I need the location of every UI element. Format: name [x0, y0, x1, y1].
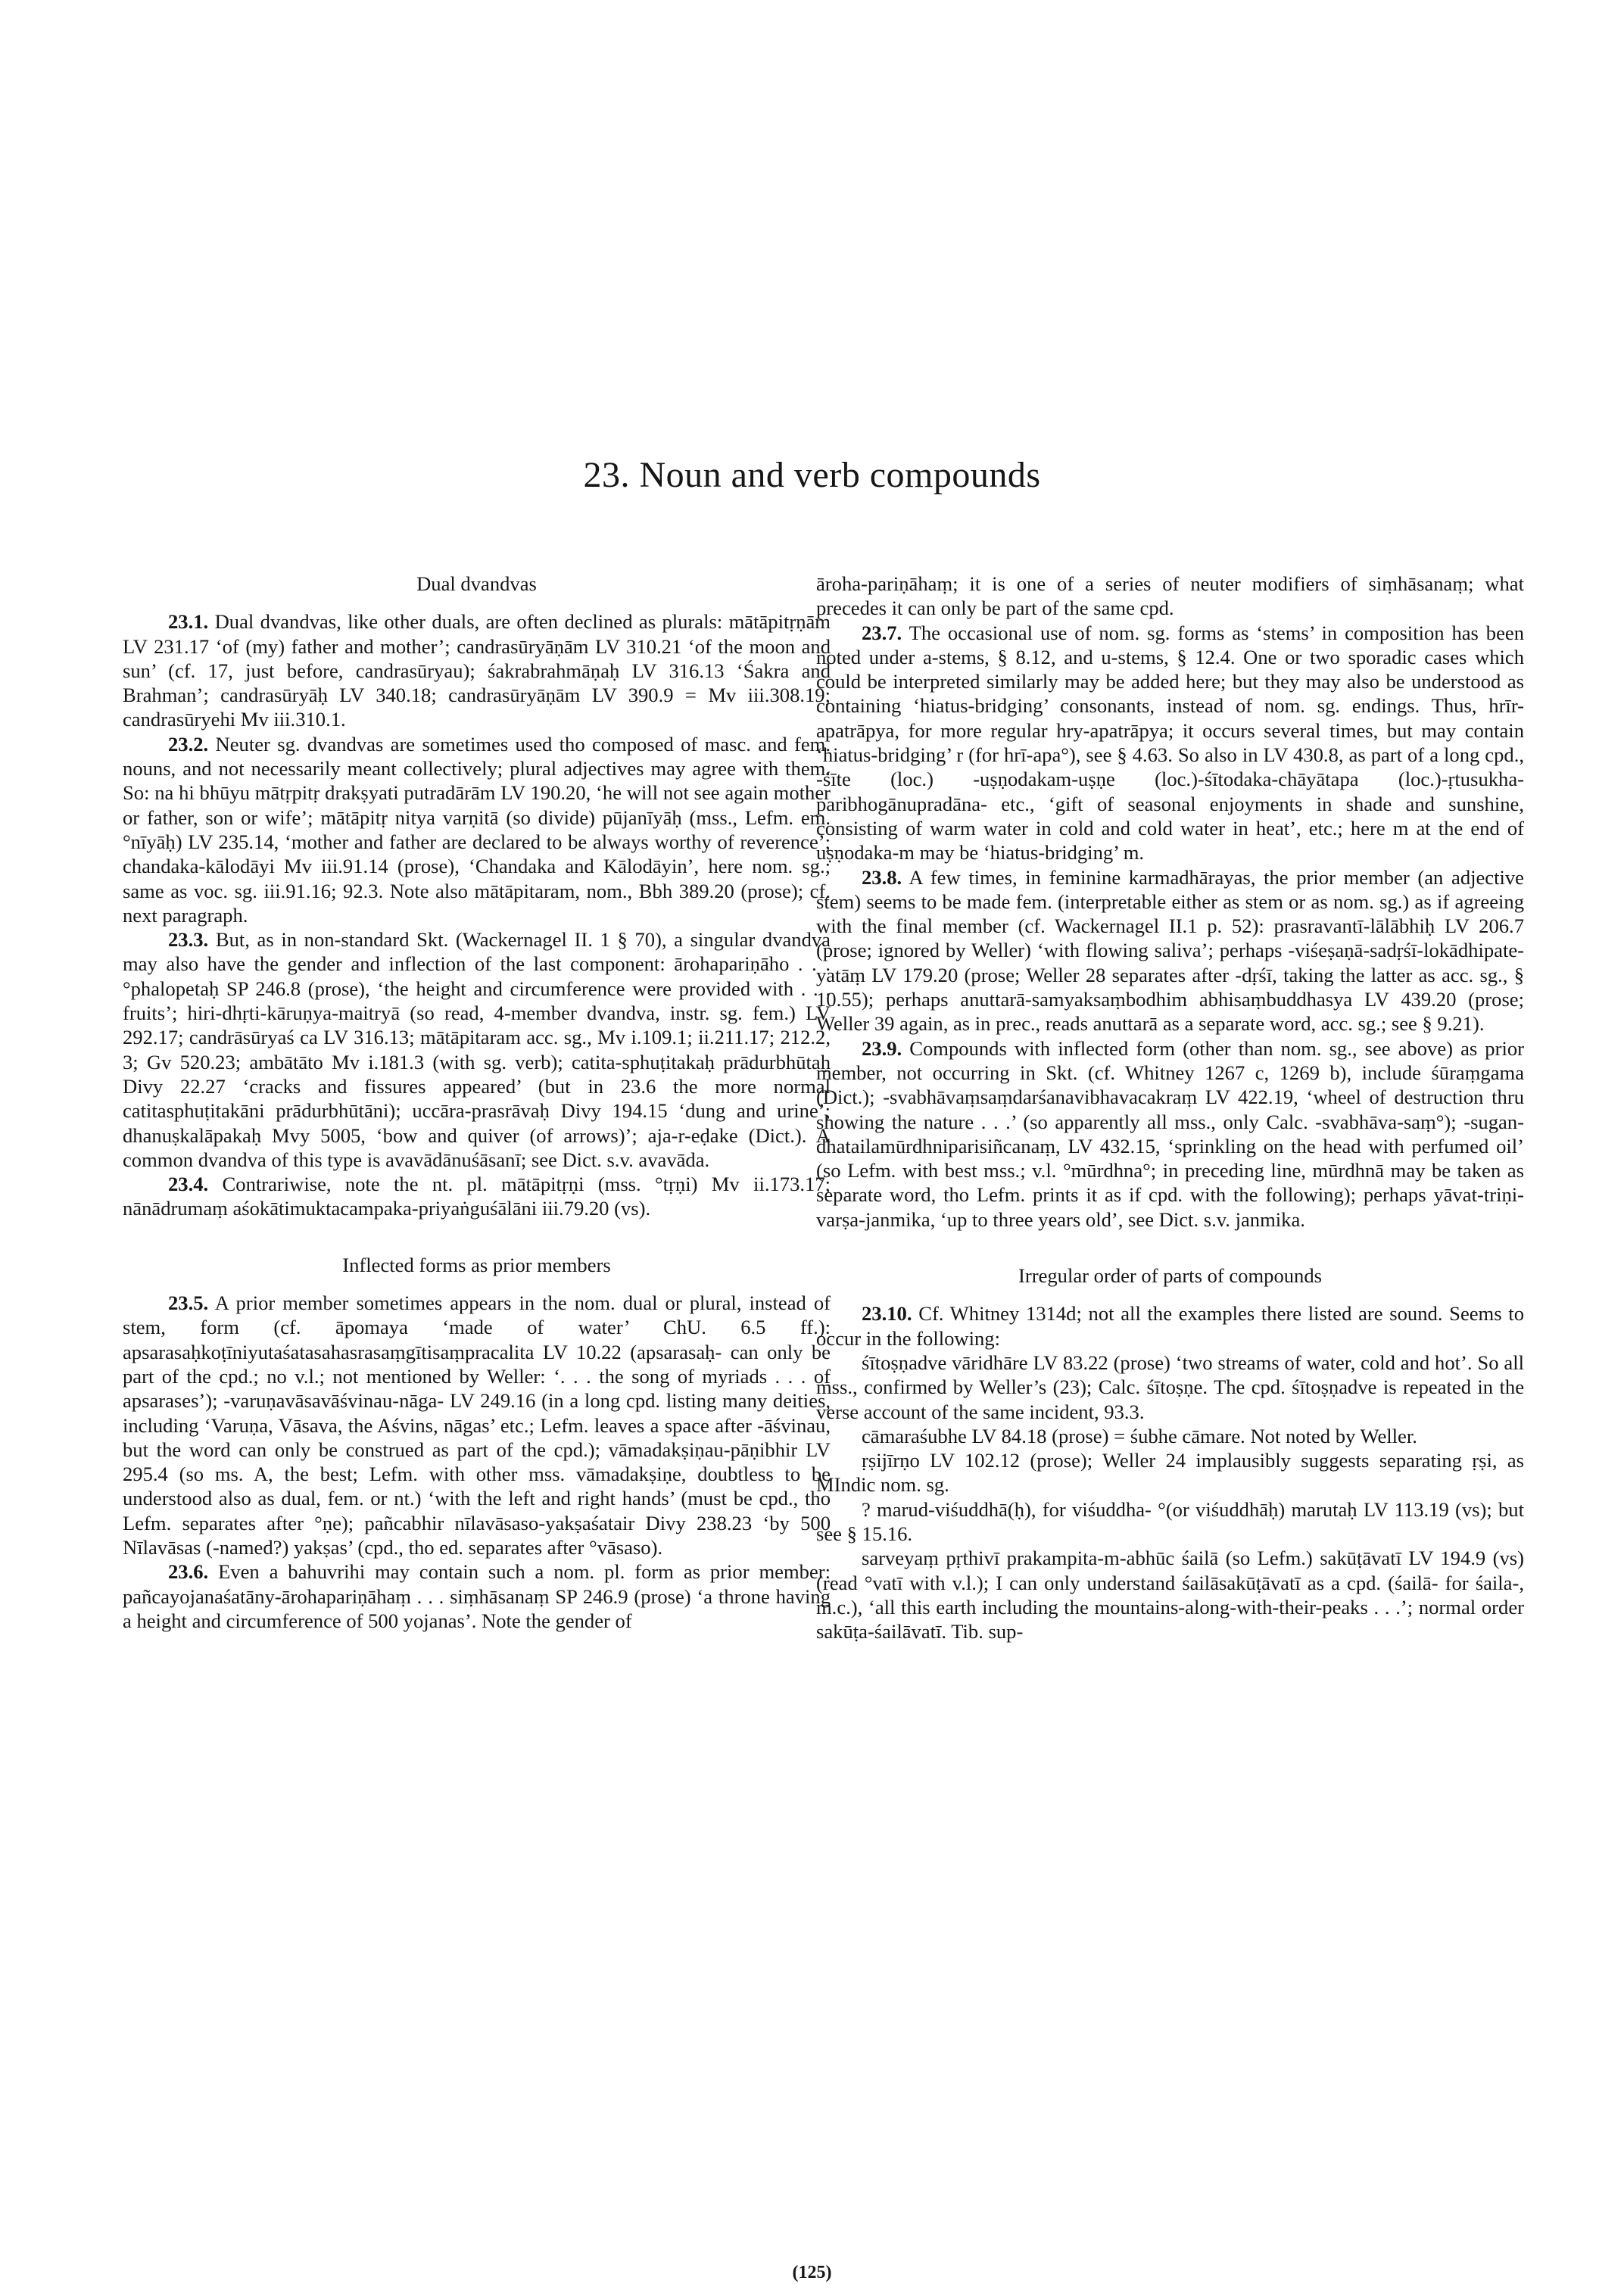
- paragraph-text: ṛṣijīrṇo LV 102.12 (prose); Weller 24 implausibly suggests separating ṛṣi, as MIndic nom. sg.: [816, 1449, 1524, 1497]
- paragraph-text: A few times, in feminine karmadhārayas, the prior member (an adjective stem) seems to be made fem. (interpretable either as stem or as nom. sg.) as if agreeing with the final member (cf. Wackernagel II.1 p. 52): prasravantī-lālābhiḥ LV 206.7 (prose; ignored by Weller) ‘with flowing saliva’; perhaps -viśeṣaṇā-sadṛśī-lokādhipate-yatāṃ LV 179.20 (prose; Weller 28 separates after -dṛśī, taking the latter as acc. sg., § 10.55); perhaps anuttarā-samyaksaṃbodhim abhisaṃbuddhasya LV 439.20 (prose; Weller 39 again, as in prec., reads anuttarā as a separate word, acc. sg.; see § 9.21).: [816, 865, 1524, 1036]
- paragraph-text: cāmaraśubhe LV 84.18 (prose) = śubhe cāmare. Not noted by Weller.: [862, 1424, 1417, 1447]
- paragraph: [816, 1497, 1524, 1547]
- paragraph-continuation: āroha-pariṇāhaṃ; it is one of a series of neuter modifiers of siṃhāsanaṃ; what precedes it can only be part of the same cpd.: [816, 572, 1524, 620]
- section-body: [123, 1291, 831, 1633]
- right-column: [816, 572, 1524, 1643]
- paragraph: [816, 1301, 1524, 1351]
- section-body: [123, 609, 831, 1220]
- paragraph-number: 23.3.: [168, 928, 209, 952]
- paragraph: [816, 865, 1524, 1036]
- paragraph-text: Neuter sg. dvandvas are sometimes used tho composed of masc. and fem. nouns, and not necessarily meant collectively; plural adjectives may agree with them. So: na hi bhūyu mātṛpitṛ drakṣyati putradārām LV 190.20, ‘he will not see again mother or father, son or wife’; mātāpitṛ nitya varṇitā (so divide) pūjanīyāḥ (mss., Lefm. em. °nīyāḥ) LV 235.14, ‘mother and father are declared to be always worthy of reverence’; chandaka-kālodāyi Mv iii.91.14 (prose), ‘Chandaka and Kālodāyin’, here nom. sg.; same as voc. sg. iii.91.16; 92.3. Note also mātāpitaram, nom., Bbh 389.20 (prose); cf. next paragraph.: [123, 732, 831, 927]
- paragraph-number: 23.6.: [168, 1560, 209, 1584]
- section-heading: Irregular order of parts of compounds: [1018, 1264, 1322, 1288]
- left-column: [123, 572, 831, 1633]
- paragraph-number: 23.8.: [862, 865, 902, 889]
- paragraph-number: 23.10.: [862, 1302, 912, 1326]
- paragraph: [123, 1559, 831, 1633]
- paragraph-number: 23.4.: [168, 1173, 209, 1196]
- paragraph-text: Even a bahuvrihi may contain such a nom. pl. form as prior member: pañcayojanaśatāny-ārohapariṇāhaṃ . . . siṃhāsanaṃ SP 246.9 (prose) ‘a throne having a height and circumference of 500 yojanas’. Note the gender of: [123, 1560, 831, 1632]
- section-body: [816, 621, 1524, 1232]
- paragraph: [816, 1424, 1524, 1448]
- paragraph-text: The occasional use of nom. sg. forms as ‘stems’ in composition has been noted under a-stems, § 8.12, and u-stems, § 12.4. One or two sporadic cases which could be interpreted similarly may be added here; but they may also be understood as containing ‘hiatus-bridging’ consonants, instead of nom. sg. endings. Thus, hrīr-apatrāpya, for more regular hry-apatrāpya; it occurs several times, but may contain ‘hiatus-bridging’ r (for hrī-apa°), see § 4.63. So also in LV 430.8, as part of a long cpd., -śīte (loc.) -uṣṇodakam-uṣṇe (loc.)-śītodaka-chāyātapa (loc.)-ṛtusukha-paribhogānupradāna- etc., ‘gift of seasonal enjoyments in shade and sunshine, consisting of warm water in cold and cold water in heat’, etc.; here m at the end of uṣṇodaka-m may be ‘hiatus-bridging’ m.: [816, 621, 1524, 865]
- paragraph: [123, 927, 831, 1172]
- paragraph: [123, 609, 831, 731]
- paragraph-number: 23.9.: [862, 1036, 902, 1060]
- paragraph: [816, 621, 1524, 865]
- paragraph: [123, 732, 831, 927]
- paragraph: [123, 1291, 831, 1559]
- paragraph-text: Cf. Whitney 1314d; not all the examples there listed are sound. Seems to occur in the following:: [816, 1302, 1524, 1350]
- paragraph-number: 23.1.: [168, 610, 209, 634]
- paragraph-text: śītoṣṇadve vāridhāre LV 83.22 (prose) ‘two streams of water, cold and hot’. So all mss., confirmed by Weller’s (23); Calc. śītoṣṇe. The cpd. śītoṣṇadve is repeated in the verse account of the same incident, 93.3.: [816, 1351, 1524, 1423]
- paragraph: [816, 1448, 1524, 1497]
- section-body: [816, 1301, 1524, 1643]
- section-heading: Inflected forms as prior members: [342, 1253, 611, 1276]
- paragraph-text: ? marud-viśuddhā(ḥ), for viśuddha- °(or viśuddhāḥ) marutaḥ LV 113.19 (vs); but see § 15.16.: [816, 1497, 1524, 1545]
- paragraph-number: 23.2.: [168, 732, 209, 756]
- paragraph: [816, 1036, 1524, 1232]
- chapter-title: 23. Noun and verb compounds: [583, 455, 1041, 495]
- paragraph-text: Compounds with inflected form (other than nom. sg., see above) as prior member, not occurring in Skt. (cf. Whitney 1267 c, 1269 b), include śūraṃgama (Dict.); -svabhāvaṃsaṃdarśanavibhavacakraṃ LV 422.19, ‘wheel of destruction thru showing the nature . . .’ (so apparently all mss., only Calc. -svabhāva-saṃ°); -sugan-dhatailamūrdhniparisiñcanaṃ, LV 432.15, ‘sprinkling on the head with perfumed oil’ (so Lefm. with best mss.; v.l. °mūrdhna°; in preceding line, mūrdhnā may be taken as separate word, tho Lefm. prints it as if cpd. with the following); perhaps yāvat-triṇi-varṣa-janmika, ‘up to three years old’, see Dict. s.v. janmika.: [816, 1036, 1524, 1231]
- paragraph-number: 23.7.: [862, 621, 902, 644]
- paragraph-text: Contrariwise, note the nt. pl. mātāpitṛṇi (mss. °tṛṇi) Mv ii.173.17; nānādrumaṃ aśokātimuktacampaka-priyaṅguśālāni iii.79.20 (vs).: [123, 1173, 831, 1220]
- page-number: (125): [792, 2263, 832, 2282]
- paragraph-text: sarveyaṃ pṛthivī prakampita-m-abhūc śailā (so Lefm.) sakūṭāvatī LV 194.9 (vs) (read °vatī with v.l.); I can only understand śailāsakūṭāvatī as a cpd. (śailā- for śaila-, m.c.), ‘all this earth including the mountains-along-with-their-peaks . . .’; normal order sakūṭa-śailāvatī. Tib. sup-: [816, 1547, 1524, 1643]
- section-heading: Dual dvandvas: [416, 572, 537, 595]
- paragraph-text: A prior member sometimes appears in the nom. dual or plural, instead of stem, form (cf. āpomaya ‘made of water’ ChU. 6.5 ff.): apsarasaḥkoṭīniyutaśatasahasrasaṃgītisaṃpracalita LV 10.22 (apsarasaḥ- can only be part of the cpd.; no v.l.; not mentioned by Weller: ‘. . . the song of myriads . . . of apsarases’); -varuṇavāsavāśvinau-nāga- LV 249.16 (in a long cpd. listing many deities, including ‘Varuṇa, Vāsava, the Aśvins, nāgas’ etc.; Lefm. leaves a space after -āśvinau, but the word can only be construed as part of the cpd.); vāmadakṣiṇau-pāṇibhir LV 295.4 (so ms. A, the best; Lefm. with other mss. vāmadakṣiṇe, doubtless to be understood also as dual, fem. or nt.) ‘with the left and right hands’ (must be cpd., tho Lefm. separates after °ṇe); pañcabhir nīlavāsaso-yakṣaśatair Divy 238.23 ‘by 500 Nīlavāsas (-named?) yakṣas’ (cpd., tho ed. separates after °vāsaso).: [123, 1291, 831, 1559]
- paragraph: [816, 1546, 1524, 1643]
- paragraph: [816, 1351, 1524, 1424]
- paragraph: [123, 1172, 831, 1221]
- paragraph-text: But, as in non-standard Skt. (Wackernagel II. 1 § 70), a singular dvandva may also have the gender and inflection of the last component: ārohapariṇāho . . . °phalopetaḥ SP 246.8 (prose), ‘the height and circumference were provided with . . . fruits’; hiri-dhṛti-kāruṇya-maitryā (so read, 4-member dvandva, instr. sg. fem.) LV 292.17; candrāsūryaś ca LV 316.13; mātāpitaram acc. sg., Mv i.109.1; ii.211.17; 212.2, 3; Gv 520.23; ambātāto Mv i.181.3 (with sg. verb); catita-sphuṭitakaḥ prādurbhūtaḥ Divy 22.27 ‘cracks and fissures appeared’ (but in 23.6 the more normal catitasphuṭitakāni prādurbhūtāni); uccāra-prasrāvaḥ Divy 194.15 ‘dung and urine’; dhanuṣkalāpakaḥ Mvy 5005, ‘bow and quiver (of arrows)’; aja-r-eḍake (Dict.). A common dvandva of this type is avavādānuśāsanī; see Dict. s.v. avavāda.: [123, 928, 831, 1171]
- paragraph-number: 23.5.: [168, 1291, 209, 1315]
- paragraph-text: Dual dvandvas, like other duals, are often declined as plurals: mātāpitṛṇām LV 231.17 ‘of (my) father and mother’; candrasūryāṇām LV 310.21 ‘of the moon and sun’ (cf. 17, just before, candrasūryau); śakrabrahmāṇaḥ LV 316.13 ‘Śakra and Brahman’; candrasūryāḥ LV 340.18; candrasūryāṇām LV 390.9 = Mv iii.308.19; candrasūryehi Mv iii.310.1.: [123, 610, 831, 731]
